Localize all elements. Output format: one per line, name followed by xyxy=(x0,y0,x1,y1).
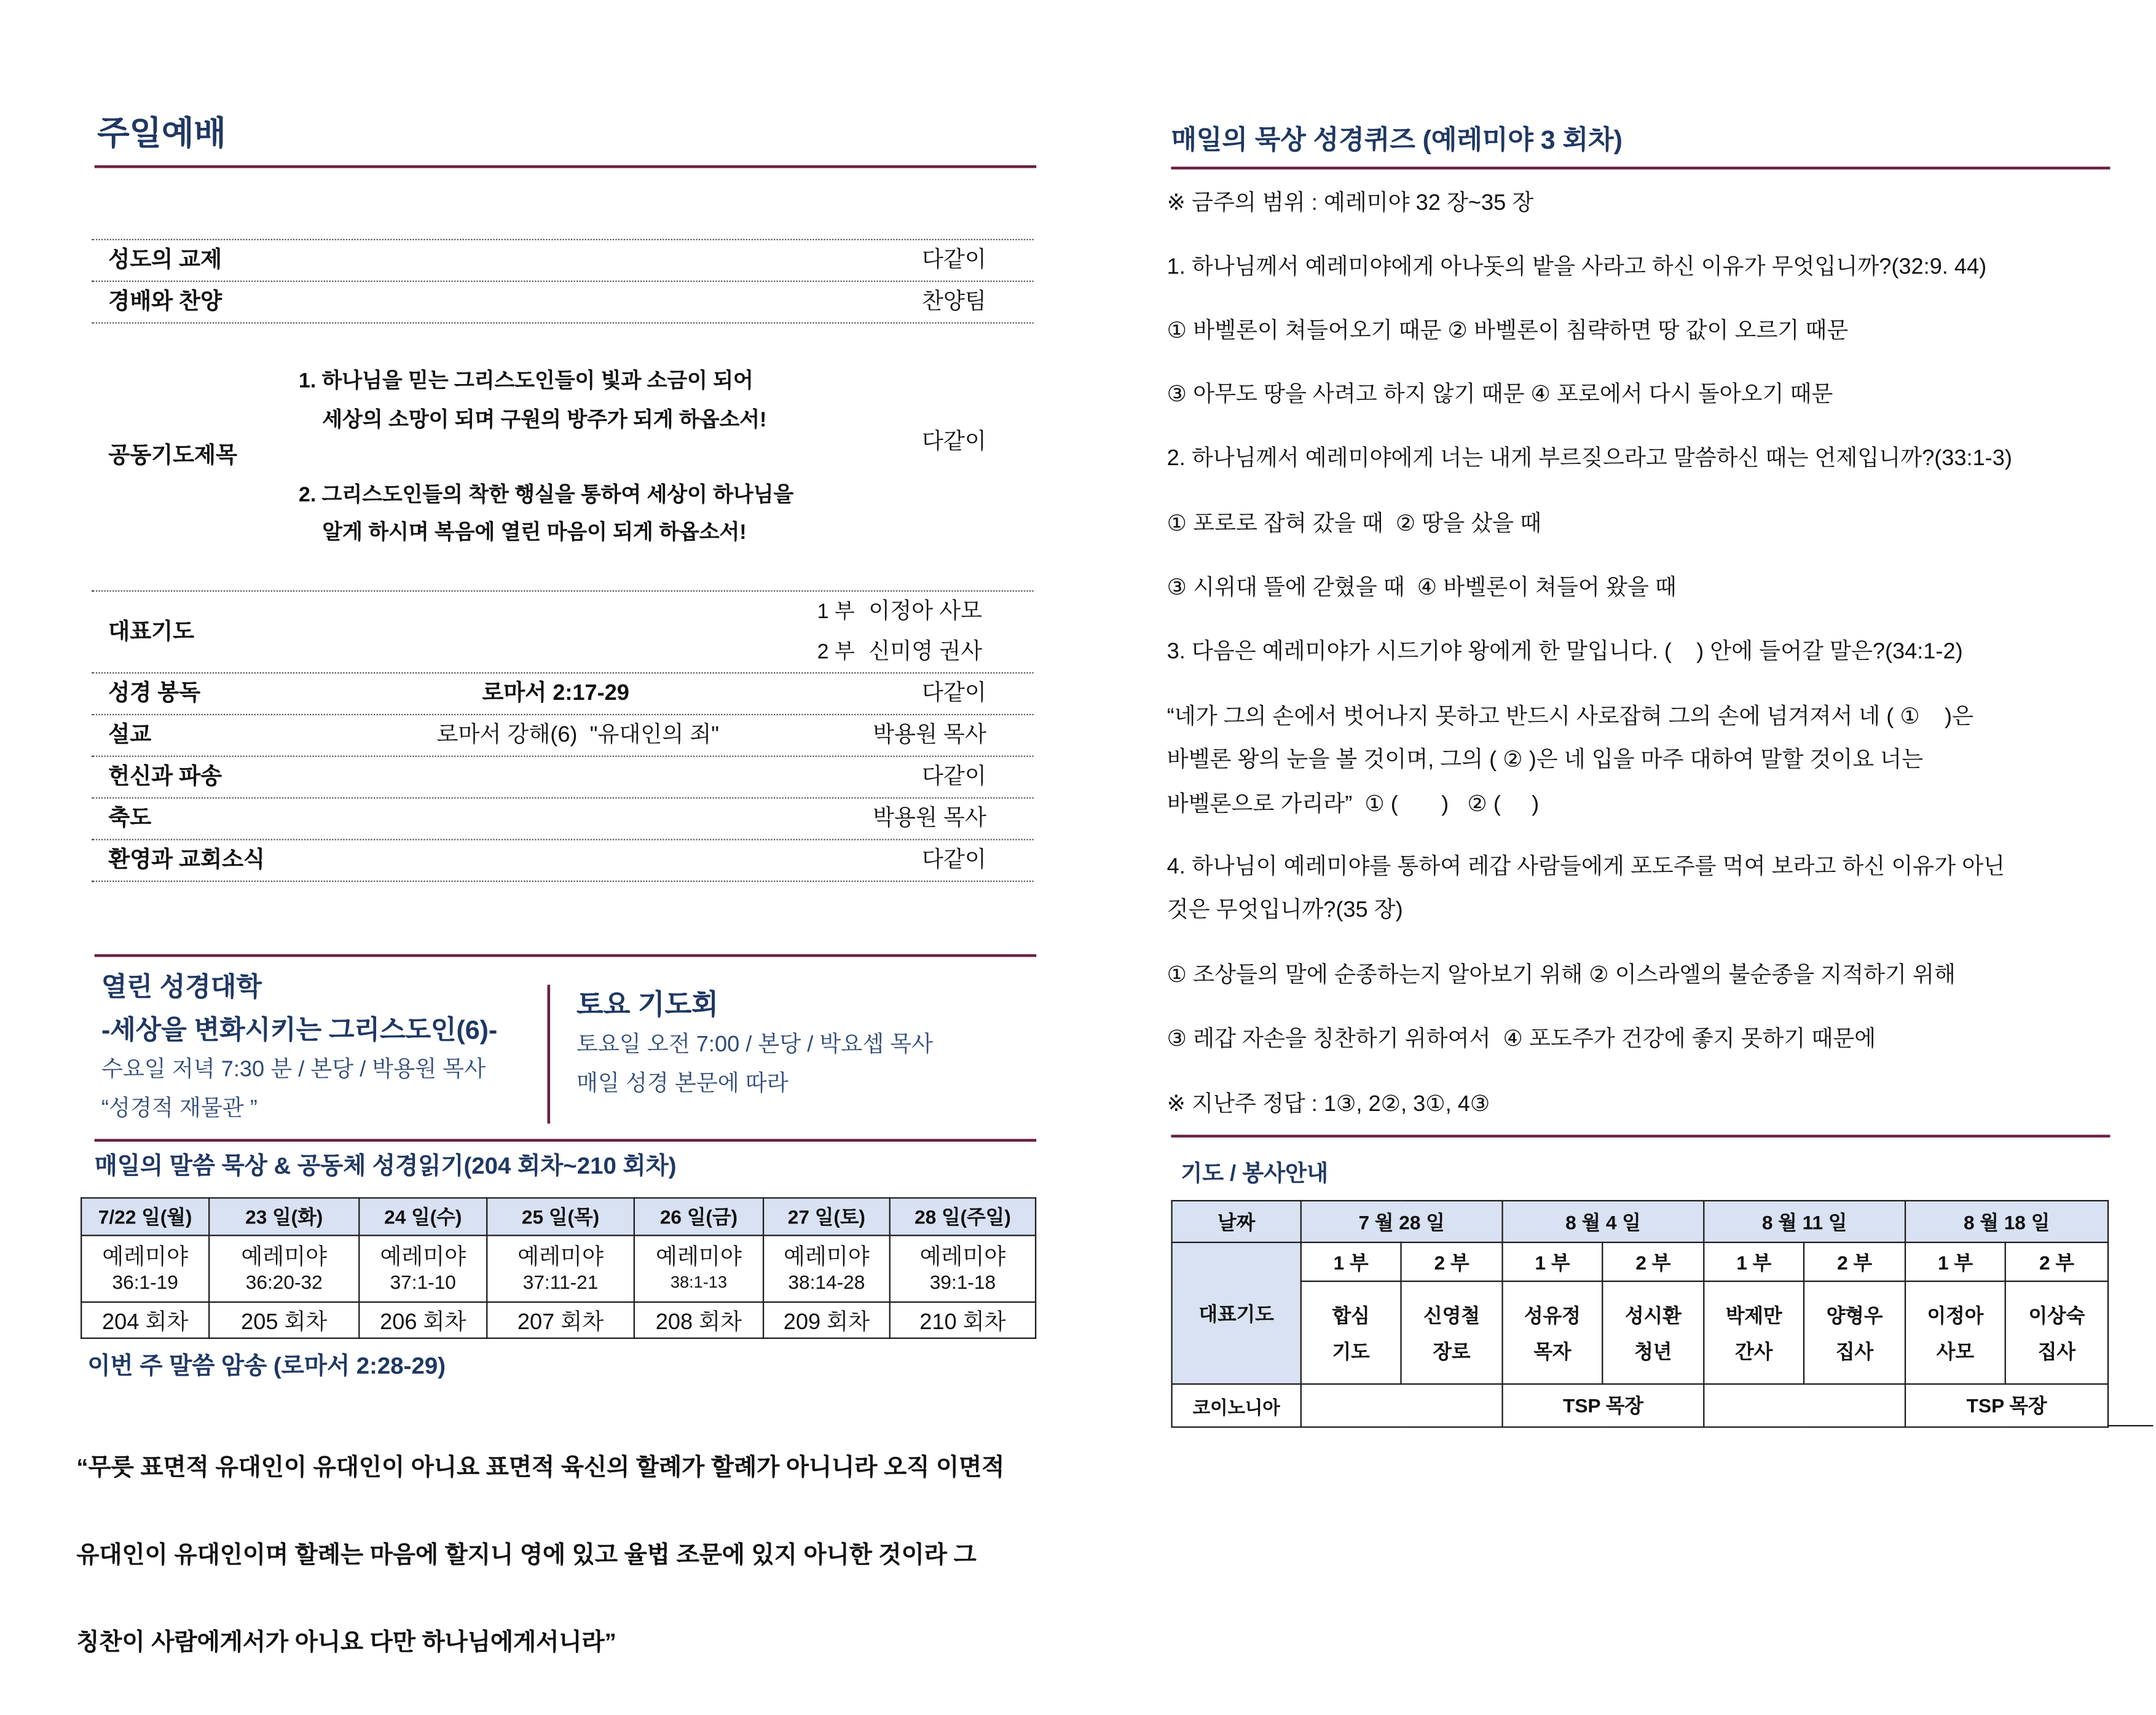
part-cell: 1 부 xyxy=(1503,1242,1603,1281)
reading-plan-passage-row xyxy=(81,1236,1036,1302)
service-date-row xyxy=(1172,1201,2109,1242)
worship-item: 대표기도 xyxy=(108,621,195,645)
worship-item: 헌신과 파송 xyxy=(108,765,222,789)
part-cell: 1 부 xyxy=(1704,1242,1804,1281)
reading-plan-table xyxy=(81,1197,1036,1339)
passage-ref: 38:14-28 xyxy=(788,1270,865,1293)
worship-row-announcements xyxy=(92,840,1033,882)
koinonia-cell: TSP 목장 xyxy=(1503,1384,1704,1427)
worship-title: 주일예배 xyxy=(97,115,226,153)
leader-line: 박제만 xyxy=(1725,1303,1782,1326)
koinonia-cell xyxy=(1704,1384,1905,1427)
section-rule xyxy=(95,954,1036,957)
reading-plan-session-row xyxy=(81,1302,1036,1338)
session-cell: 209 회차 xyxy=(763,1302,890,1338)
quiz-options: ① 바벨론이 쳐들어오기 때문 ② 바벨론이 침략하면 땅 값이 오르기 때문 xyxy=(1167,319,1849,343)
reading-passage-cell xyxy=(634,1236,763,1302)
reading-date-cell: 25 일(목) xyxy=(487,1198,634,1236)
book-name: 예레미야 xyxy=(380,1245,466,1269)
saturday-prayer-note: 매일 성경 본문에 따라 xyxy=(576,1072,789,1096)
quiz-options: ③ 아무도 땅을 사려고 하지 않기 때문 ④ 포로에서 다시 돌아오기 때문 xyxy=(1167,383,1833,407)
quiz-question: 2. 하나님께서 예레미야에게 너는 내게 부르짖으라고 말씀하신 때는 언제입니까?(33:1-3) xyxy=(1167,447,2012,471)
worship-row-praise xyxy=(92,282,1033,324)
section-rule xyxy=(95,1139,1036,1142)
order-of-worship-table xyxy=(92,239,1033,882)
session-cell: 210 회차 xyxy=(890,1302,1036,1338)
book-name: 예레미야 xyxy=(102,1245,189,1269)
leader-line: 양형우 xyxy=(1826,1303,1883,1326)
quiz-question: 것은 무엇입니까?(35 장) xyxy=(1167,898,1403,922)
quiz-options: ① 포로로 잡혀 갔을 때 ② 땅을 샀을 때 xyxy=(1167,512,1542,536)
bible-college-title: 열린 성경대학 xyxy=(101,973,262,1003)
leader-line: 청년 xyxy=(1634,1340,1672,1362)
memory-verse-line: “무릇 표면적 유대인이 유대인이 아니요 표면적 육신의 할례가 할례가 아니니라 오직 이면적 xyxy=(76,1454,1005,1481)
leader-line: 집사 xyxy=(1835,1340,1874,1362)
book-name: 예레미야 xyxy=(783,1245,870,1269)
reading-plan-header-row xyxy=(81,1198,1036,1236)
session-cell: 205 회차 xyxy=(209,1302,359,1338)
section-rule xyxy=(1171,1135,2110,1138)
prayer-leader-cell xyxy=(1503,1281,1603,1384)
bible-college-topic: “성경적 재물관 ” xyxy=(101,1097,258,1121)
quiz-range: ※ 금주의 범위 : 예레미야 32 장~35 장 xyxy=(1167,191,1534,216)
quiz-options: ① 조상들의 말에 순종하는지 알아보기 위해 ② 이스라엘의 불순종을 지적하기 위해 xyxy=(1167,963,1956,988)
session-cell: 207 회차 xyxy=(487,1302,634,1338)
quiz-question: 4. 하나님이 예레미야를 통하여 레갑 사람들에게 포도주를 먹여 보라고 하신 이유가 아닌 xyxy=(1167,855,2005,879)
worship-item: 경배와 찬양 xyxy=(108,290,222,314)
prayer-leader-row xyxy=(1172,1281,2109,1384)
reading-date-cell: 27 일(토) xyxy=(763,1198,890,1236)
reading-passage-cell xyxy=(359,1236,487,1302)
leader-line: 합심 xyxy=(1332,1303,1370,1326)
quiz-options: ③ 레갑 자손을 칭찬하기 위하여서 ④ 포도주가 건강에 좋지 못하기 때문에 xyxy=(1167,1027,1876,1052)
quiz-question-quote: 바벨론 왕의 눈을 볼 것이며, 그의 ( ② )은 네 입을 마주 대하여 말할 것이요 너는 xyxy=(1167,748,1924,772)
leader-line: 성시환 xyxy=(1624,1303,1682,1326)
worship-item: 성경 봉독 xyxy=(108,681,201,706)
worship-leader: 박용원 목사 xyxy=(873,723,986,748)
memory-verse-title: 이번 주 말씀 암송 (로마서 2:28-29) xyxy=(87,1352,446,1379)
worship-row-dedication xyxy=(92,757,1033,799)
prayer-leader-name: 신미영 권사 xyxy=(868,640,983,664)
prayer-leader-cell xyxy=(1401,1281,1503,1384)
service-date-cell: 8 월 4 일 xyxy=(1503,1201,1704,1242)
service-table xyxy=(1171,1200,2109,1428)
koinonia-cell: TSP 목장 xyxy=(1905,1384,2108,1427)
book-name: 예레미야 xyxy=(241,1245,328,1269)
reading-date-cell: 23 일(화) xyxy=(209,1198,359,1236)
reading-passage-cell xyxy=(763,1236,890,1302)
reading-date-cell: 24 일(수) xyxy=(359,1198,487,1236)
session-cell: 206 회차 xyxy=(359,1302,487,1338)
reading-passage-cell xyxy=(890,1236,1036,1302)
session-cell: 208 회차 xyxy=(634,1302,763,1338)
part-cell: 2 부 xyxy=(2005,1242,2108,1281)
memory-verse-text xyxy=(76,1394,1004,1715)
service-part: 2 부 xyxy=(817,640,855,664)
saturday-prayer-title: 토요 기도회 xyxy=(576,990,718,1021)
session-cell: 204 회차 xyxy=(81,1302,209,1338)
service-part: 1 부 xyxy=(817,600,855,624)
leader-line: 이상숙 xyxy=(2028,1303,2085,1326)
passage-ref: 36:1-19 xyxy=(112,1270,178,1293)
reading-passage-cell xyxy=(81,1236,209,1302)
prayer-label-cell: 대표기도 xyxy=(1172,1242,1301,1384)
date-label-cell: 날짜 xyxy=(1172,1201,1301,1242)
passage-ref: 36:20-32 xyxy=(245,1270,323,1293)
worship-leader: 다같이 xyxy=(921,849,986,873)
quiz-question-quote: 바벨론으로 가리라” ① ( ) ② ( ) xyxy=(1167,793,1540,817)
worship-leader: 박용원 목사 xyxy=(873,807,986,831)
leader-line: 기도 xyxy=(1332,1340,1370,1362)
reading-passage-cell xyxy=(487,1236,634,1302)
service-date-cell: 8 월 11 일 xyxy=(1704,1201,1905,1242)
bible-college-subtitle: -세상을 변화시키는 그리스도인(6)- xyxy=(101,1016,498,1046)
prayer-topic-line: 세상의 소망이 되며 구원의 방주가 되게 하옵소서! xyxy=(322,408,767,432)
passage-ref: 37:1-10 xyxy=(390,1270,456,1293)
worship-item: 축도 xyxy=(108,807,152,831)
leader-line: 목자 xyxy=(1533,1340,1572,1362)
quiz-title-rule xyxy=(1171,167,2110,170)
scripture-passage: 로마서 2:17-29 xyxy=(482,681,629,706)
bible-college-schedule: 수요일 저녁 7:30 분 / 본당 / 박용원 목사 xyxy=(101,1058,486,1082)
worship-item: 환영과 교회소식 xyxy=(108,849,265,873)
worship-row-representative-prayer xyxy=(92,592,1033,673)
passage-ref: 39:1-18 xyxy=(929,1270,996,1293)
prayer-topic-line: 2. 그리스도인들의 착한 행실을 통하여 세상이 하나님을 xyxy=(298,483,794,508)
prayer-leader-cell xyxy=(1301,1281,1401,1384)
service-2-prayer xyxy=(817,639,982,667)
part-cell: 2 부 xyxy=(1401,1242,1503,1281)
service-title: 기도 / 봉사안내 xyxy=(1181,1162,1329,1187)
worship-leader: 다같이 xyxy=(921,765,986,789)
reading-date-cell: 26 일(금) xyxy=(634,1198,763,1236)
koinonia-row xyxy=(1172,1384,2109,1427)
prayer-leader-cell xyxy=(2005,1281,2108,1384)
prayer-topic-line: 알게 하시며 복음에 열린 마음이 되게 하옵소서! xyxy=(322,520,747,545)
leader-line: 신영철 xyxy=(1423,1303,1480,1326)
prayer-leader-cell xyxy=(1804,1281,1905,1384)
leader-line: 간사 xyxy=(1735,1340,1773,1362)
memory-verse-line: 유대인이 유대인이며 할례는 마음에 할지니 영에 있고 율법 조문에 있지 아니한 것이라 그 xyxy=(76,1541,977,1568)
leader-line: 집사 xyxy=(2037,1340,2076,1362)
worship-item: 공동기도제목 xyxy=(108,444,237,468)
last-week-answer: ※ 지난주 정답 : 1③, 2②, 3①, 4③ xyxy=(1167,1093,1490,1117)
part-cell: 2 부 xyxy=(1602,1242,1704,1281)
worship-title-rule xyxy=(95,165,1036,168)
worship-leader: 찬양팀 xyxy=(921,290,986,314)
prayer-leader-cell xyxy=(1704,1281,1804,1384)
book-name: 예레미야 xyxy=(656,1245,742,1269)
quiz-question: 3. 다음은 예레미야가 시드기야 왕에게 한 말입니다. ( ) 안에 들어갈 말은?(34:1-2) xyxy=(1167,640,1963,664)
service-1-prayer xyxy=(817,598,982,626)
quiz-title: 매일의 묵상 성경퀴즈 (예레미야 3 회차) xyxy=(1171,126,1623,156)
leader-line: 성유정 xyxy=(1524,1303,1581,1326)
koinonia-label-cell: 코이노니아 xyxy=(1172,1384,1301,1427)
worship-leader: 다같이 xyxy=(921,248,986,273)
table-edge-extension xyxy=(2107,1383,2154,1426)
service-date-cell: 7 월 28 일 xyxy=(1301,1201,1503,1242)
prayer-topic-line: 1. 하나님을 믿는 그리스도인들이 빛과 소금이 되어 xyxy=(298,369,753,393)
passage-ref: 38:1-13 xyxy=(670,1271,727,1291)
worship-item: 설교 xyxy=(108,723,152,748)
worship-row-prayer-topics xyxy=(92,324,1033,592)
passage-ref: 37:11-21 xyxy=(522,1270,599,1293)
reading-date-cell: 7/22 일(월) xyxy=(81,1198,209,1236)
reading-date-cell: 28 일(주일) xyxy=(890,1198,1036,1236)
service-date-cell: 8 월 18 일 xyxy=(1905,1201,2108,1242)
book-name: 예레미야 xyxy=(919,1245,1006,1269)
worship-item: 성도의 교제 xyxy=(108,248,222,273)
leader-line: 장로 xyxy=(1433,1340,1471,1362)
section-divider xyxy=(548,985,551,1124)
worship-row-fellowship xyxy=(92,240,1033,282)
worship-row-scripture xyxy=(92,673,1033,715)
leader-line: 사모 xyxy=(1936,1340,1975,1362)
part-cell: 1 부 xyxy=(1905,1242,2005,1281)
reading-passage-cell xyxy=(209,1236,359,1302)
service-part-row xyxy=(1172,1242,2109,1281)
koinonia-cell xyxy=(1301,1384,1503,1427)
part-cell: 2 부 xyxy=(1804,1242,1905,1281)
quiz-options: ③ 시위대 뜰에 갇혔을 때 ④ 바벨론이 쳐들어 왔을 때 xyxy=(1167,576,1677,600)
reading-plan-title: 매일의 말씀 묵상 & 공동체 성경읽기(204 회차~210 회차) xyxy=(94,1153,677,1180)
sermon-title: 로마서 강해(6) "유대인의 죄" xyxy=(436,723,719,748)
prayer-leader-cell xyxy=(1905,1281,2005,1384)
part-cell: 1 부 xyxy=(1301,1242,1401,1281)
leader-line: 이정아 xyxy=(1927,1303,1984,1326)
prayer-leader-name: 이정아 사모 xyxy=(868,600,983,624)
worship-row-benediction xyxy=(92,799,1033,841)
worship-leader: 다같이 xyxy=(921,681,986,706)
quiz-question: 1. 하나님께서 예레미야에게 아나돗의 밭을 사라고 하신 이유가 무엇입니까?(32:9. 44) xyxy=(1167,255,1987,280)
worship-leader: 다같이 xyxy=(921,430,986,455)
prayer-leader-cell xyxy=(1602,1281,1704,1384)
saturday-prayer-schedule: 토요일 오전 7:00 / 본당 / 박요셉 목사 xyxy=(576,1033,934,1058)
worship-row-sermon xyxy=(92,715,1033,757)
quiz-question-quote: “네가 그의 손에서 벗어나지 못하고 반드시 사로잡혀 그의 손에 넘겨져서 네 ( ① )은 xyxy=(1167,705,1973,729)
memory-verse-line: 칭찬이 사람에게서가 아니요 다만 하나님에게서니라” xyxy=(76,1629,616,1656)
book-name: 예레미야 xyxy=(517,1245,604,1269)
